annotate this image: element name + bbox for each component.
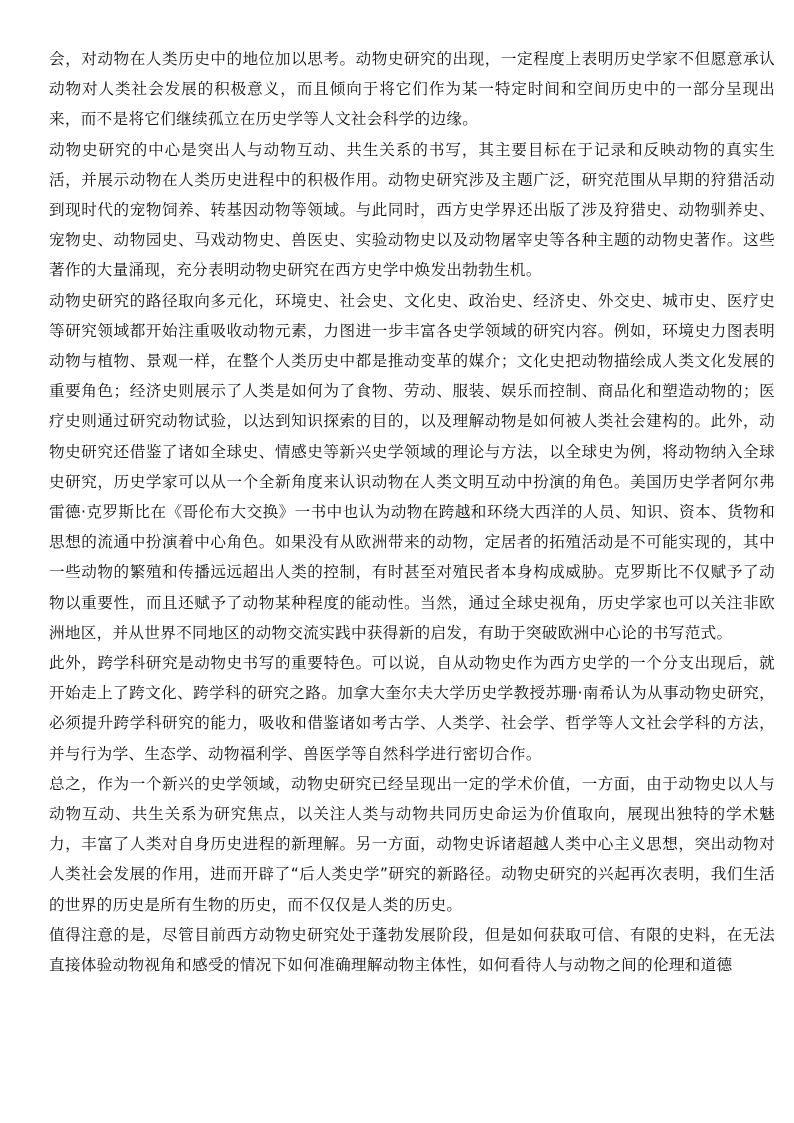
paragraph-2: 动物史研究的中心是突出人与动物互动、共生关系的书写，其主要目标在于记录和反映动物的真实生活，并展示动物在人类历史进程中的积极作用。动物史研究涉及主题广泛，研究范围从早期的狩猎活动到现时代的宠物饲养、转基因动物等领域。与此同时，西方史学界还出版了涉及狩猎史、动物驯养史、宠物史、动物园史、马戏动物史、兽医史、实验动物史以及动物屠宰史等各种主题的动物史著作。这些著作的大量涌现，充分表明动物史研究在西方史学中焕发出勃勃生机。	[49, 140, 775, 280]
paragraph-1: 会，对动物在人类历史中的地位加以思考。动物史研究的出现，一定程度上表明历史学家不但愿意承认动物对人类社会发展的积极意义，而且倾向于将它们作为某一特定时间和空间历史中的一部分呈现出来，而不是将它们继续孤立在历史学等人文社会科学的边缘。	[49, 50, 775, 129]
document-page	[49, 44, 775, 980]
paragraph-6: 值得注意的是，尽管目前西方动物史研究处于蓬勃发展阶段，但是如何获取可信、有限的史料，在无法直接体验动物视角和感受的情况下如何准确理解动物主体性，如何看待人与动物之间的伦理和道德	[49, 925, 775, 975]
paragraph-4: 此外，跨学科研究是动物史书写的重要特色。可以说，自从动物史作为西方史学的一个分支出现后，就开始走上了跨文化、跨学科的研究之路。加拿大奎尔夫大学历史学教授苏珊·南希认为从事动物史研究，必须提升跨学科研究的能力，吸收和借鉴诸如考古学、人类学、社会学、哲学等人文社会学科的方法，并与行为学、生态学、动物福利学、兽医学等自然科学进行密切合作。	[49, 654, 775, 763]
paragraph-3: 动物史研究的路径取向多元化，环境史、社会史、文化史、政治史、经济史、外交史、城市史、医疗史等研究领域都开始注重吸收动物元素，力图进一步丰富各史学领域的研究内容。例如，环境史力图表明动物与植物、景观一样，在整个人类历史中都是推动变革的媒介；文化史把动物描绘成人类文化发展的重要角色；经济史则展示了人类是如何为了食物、劳动、服装、娱乐而控制、商品化和塑造动物的；医疗史则通过研究动物试验，以达到知识探索的目的，以及理解动物是如何被人类社会建构的。此外，动物史研究还借鉴了诸如全球史、情感史等新兴史学领域的理论与方法，以全球史为例，将动物纳入全球史研究，历史学家可以从一个全新角度来认识动物在人类文明互动中扮演的角色。美国历史学者阿尔弗雷德·克罗斯比在《哥伦布大交换》一书中也认为动物在跨越和环绕大西洋的人员、知识、资本、货物和思想的流通中扮演着中心角色。如果没有从欧洲带来的动物，定居者的拓殖活动是不可能实现的，其中一些动物的繁殖和传播远远超出人类的控制，有时甚至对殖民者本身构成威胁。克罗斯比不仅赋予了动物以重要性，而且还赋予了动物某种程度的能动性。当然，通过全球史视角，历史学家也可以关注非欧洲地区，并从世界不同地区的动物交流实践中获得新的启发，有助于突破欧洲中心论的书写范式。	[49, 291, 775, 642]
paragraph-5: 总之，作为一个新兴的史学领域，动物史研究已经呈现出一定的学术价值，一方面，由于动物史以人与动物互动、共生关系为研究焦点，以关注人类与动物共同历史命运为价值取向，展现出独特的学术魅力，丰富了人类对自身历史进程的新理解。另一方面，动物史诉诸超越人类中心主义思想，突出动物对人类社会发展的作用，进而开辟了“后人类史学”研究的新路径。动物史研究的兴起再次表明，我们生活的世界的历史是所有生物的历史，而不仅仅是人类的历史。	[49, 774, 775, 914]
